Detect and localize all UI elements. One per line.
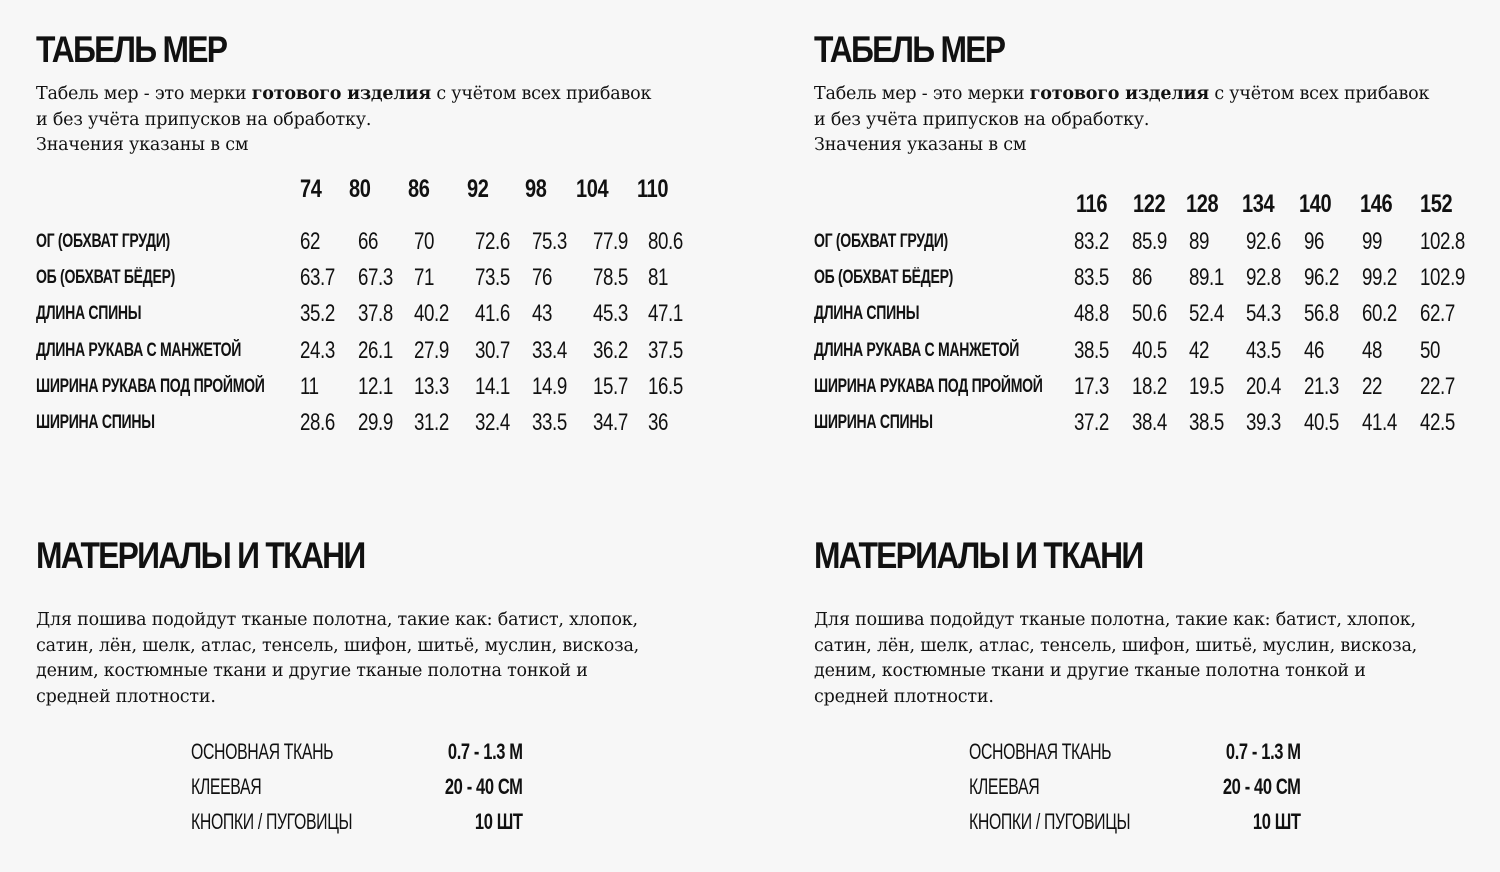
materials-line: сатин, лён, шелк, атлас, тенсель, шифон, шитьё, муслин, вискоза, bbox=[36, 635, 640, 656]
material-row bbox=[191, 772, 591, 802]
measure-value: 96 bbox=[1304, 228, 1325, 255]
measure-value: 72.6 bbox=[475, 228, 510, 255]
material-label: ОСНОВНАЯ ТКАНЬ bbox=[191, 739, 334, 764]
measure-value: 37.5 bbox=[648, 337, 683, 364]
size-header-cell: 98 bbox=[525, 175, 547, 203]
measure-row bbox=[36, 336, 756, 366]
measure-row bbox=[36, 263, 756, 293]
measure-value: 70 bbox=[414, 228, 435, 255]
materials-title: МАТЕРИАЛЫ И ТКАНИ bbox=[36, 535, 365, 576]
measure-value: 89.1 bbox=[1189, 264, 1224, 291]
measure-value: 37.8 bbox=[358, 300, 393, 327]
materials-line: средней плотности. bbox=[36, 686, 216, 707]
measure-value: 14.9 bbox=[532, 373, 567, 400]
intro-line-2: и без учёта припусков на обработку. bbox=[814, 109, 1150, 130]
measure-value: 38.4 bbox=[1132, 409, 1167, 436]
measure-value: 41.4 bbox=[1362, 409, 1397, 436]
measure-label: ОБ (ОБХВАТ БЁДЕР) bbox=[814, 267, 954, 288]
measure-value: 99 bbox=[1362, 228, 1383, 255]
measure-value: 22.7 bbox=[1420, 373, 1455, 400]
measure-value: 48.8 bbox=[1074, 300, 1109, 327]
measure-value: 31.2 bbox=[414, 409, 449, 436]
size-header-cell: 116 bbox=[1076, 190, 1108, 218]
measure-value: 24.3 bbox=[300, 337, 335, 364]
size-header-cell: 104 bbox=[576, 175, 609, 203]
measure-value: 33.4 bbox=[532, 337, 567, 364]
measure-value: 12.1 bbox=[358, 373, 393, 400]
measure-value: 71 bbox=[414, 264, 435, 291]
measure-value: 63.7 bbox=[300, 264, 335, 291]
intro-bold-text: готового изделия bbox=[251, 84, 431, 104]
measure-value: 18.2 bbox=[1132, 373, 1167, 400]
materials-line: Для пошива подойдут тканые полотна, такие как: батист, хлопок, bbox=[814, 610, 1416, 630]
size-chart-title: ТАБЕЛЬ МЕР bbox=[36, 29, 227, 70]
materials-line: Для пошива подойдут тканые полотна, такие как: батист, хлопок, bbox=[36, 610, 638, 630]
measure-value: 40.2 bbox=[414, 300, 449, 327]
measure-value: 80.6 bbox=[648, 228, 683, 255]
size-header-cell: 92 bbox=[467, 175, 489, 203]
measure-value: 92.6 bbox=[1246, 228, 1281, 255]
measure-value: 85.9 bbox=[1132, 228, 1167, 255]
intro-text: с учётом всех прибавок bbox=[1208, 84, 1430, 104]
measure-value: 34.7 bbox=[593, 409, 628, 436]
measure-label: ШИРИНА СПИНЫ bbox=[36, 412, 155, 433]
measure-value: 22 bbox=[1362, 373, 1383, 400]
measure-value: 45.3 bbox=[593, 300, 628, 327]
measure-label: ДЛИНА СПИНЫ bbox=[814, 303, 920, 324]
measure-value: 42.5 bbox=[1420, 409, 1455, 436]
measure-label: ШИРИНА РУКАВА ПОД ПРОЙМОЙ bbox=[814, 376, 1043, 397]
measure-row bbox=[36, 299, 756, 329]
measure-value: 81 bbox=[648, 264, 669, 291]
material-amount: 0.7 - 1.3 М bbox=[448, 739, 523, 764]
measure-value: 16.5 bbox=[648, 373, 683, 400]
material-row bbox=[969, 772, 1369, 802]
measure-value: 33.5 bbox=[532, 409, 567, 436]
measure-value: 39.3 bbox=[1246, 409, 1281, 436]
intro-bold-text: готового изделия bbox=[1029, 84, 1209, 104]
measure-value: 83.2 bbox=[1074, 228, 1109, 255]
size-header-cell: 152 bbox=[1420, 190, 1453, 218]
measure-value: 99.2 bbox=[1362, 264, 1397, 291]
measure-value: 86 bbox=[1132, 264, 1153, 291]
size-header-cell: 122 bbox=[1133, 190, 1166, 218]
measure-value: 21.3 bbox=[1304, 373, 1339, 400]
measure-value: 92.8 bbox=[1246, 264, 1281, 291]
measure-row bbox=[814, 299, 1500, 329]
measure-value: 29.9 bbox=[358, 409, 393, 436]
size-header-row bbox=[36, 174, 756, 204]
measure-value: 43 bbox=[532, 300, 553, 327]
materials-description bbox=[814, 608, 1454, 710]
measure-value: 41.6 bbox=[475, 300, 510, 327]
intro-line-2: и без учёта припусков на обработку. bbox=[36, 109, 372, 130]
measure-value: 89 bbox=[1189, 228, 1210, 255]
intro-text: с учётом всех прибавок bbox=[430, 84, 652, 104]
measure-value: 36 bbox=[648, 409, 669, 436]
measure-value: 60.2 bbox=[1362, 300, 1397, 327]
measure-value: 102.8 bbox=[1420, 228, 1465, 255]
size-header-cell: 134 bbox=[1242, 190, 1275, 218]
measure-row bbox=[36, 227, 756, 257]
intro-text: Табель мер - это мерки bbox=[36, 84, 252, 104]
measure-row bbox=[814, 372, 1500, 402]
size-chart-intro bbox=[36, 82, 676, 159]
measure-value: 35.2 bbox=[300, 300, 335, 327]
measure-value: 46 bbox=[1304, 337, 1325, 364]
material-label: КНОПКИ / ПУГОВИЦЫ bbox=[969, 809, 1131, 834]
measure-value: 37.2 bbox=[1074, 409, 1109, 436]
measure-value: 43.5 bbox=[1246, 337, 1281, 364]
measure-value: 32.4 bbox=[475, 409, 510, 436]
measure-value: 96.2 bbox=[1304, 264, 1339, 291]
material-amount: 10 ШТ bbox=[475, 809, 523, 834]
measure-value: 38.5 bbox=[1189, 409, 1224, 436]
measure-label: ДЛИНА РУКАВА С МАНЖЕТОЙ bbox=[814, 340, 1020, 361]
measure-label: ДЛИНА СПИНЫ bbox=[36, 303, 142, 324]
measure-value: 83.5 bbox=[1074, 264, 1109, 291]
materials-line: деним, костюмные ткани и другие тканые полотна тонкой и bbox=[814, 661, 1366, 681]
size-header-cell: 128 bbox=[1186, 190, 1219, 218]
measure-value: 67.3 bbox=[358, 264, 393, 291]
material-row bbox=[191, 737, 591, 767]
measure-value: 15.7 bbox=[593, 373, 628, 400]
measure-value: 66 bbox=[358, 228, 379, 255]
material-amount: 20 - 40 СМ bbox=[445, 774, 523, 799]
material-row bbox=[969, 807, 1369, 837]
measure-value: 48 bbox=[1362, 337, 1383, 364]
materials-description bbox=[36, 608, 676, 710]
measure-value: 40.5 bbox=[1304, 409, 1339, 436]
material-row bbox=[191, 807, 591, 837]
measure-value: 27.9 bbox=[414, 337, 449, 364]
material-amount: 20 - 40 СМ bbox=[1223, 774, 1301, 799]
measure-value: 73.5 bbox=[475, 264, 510, 291]
measure-value: 56.8 bbox=[1304, 300, 1339, 327]
size-header-cell: 140 bbox=[1299, 190, 1332, 218]
measure-label: ОБ (ОБХВАТ БЁДЕР) bbox=[36, 267, 176, 288]
measure-value: 36.2 bbox=[593, 337, 628, 364]
measure-value: 14.1 bbox=[475, 373, 510, 400]
measure-value: 62.7 bbox=[1420, 300, 1455, 327]
measure-value: 30.7 bbox=[475, 337, 510, 364]
material-row bbox=[969, 737, 1369, 767]
material-label: КЛЕЕВАЯ bbox=[191, 774, 262, 799]
size-chart-panel-right bbox=[814, 0, 1500, 872]
measure-value: 42 bbox=[1189, 337, 1210, 364]
measure-value: 76 bbox=[532, 264, 553, 291]
measure-row bbox=[36, 408, 756, 438]
measure-value: 28.6 bbox=[300, 409, 335, 436]
size-chart-title: ТАБЕЛЬ МЕР bbox=[814, 29, 1005, 70]
measure-value: 62 bbox=[300, 228, 321, 255]
material-amount: 0.7 - 1.3 М bbox=[1226, 739, 1301, 764]
measure-value: 50 bbox=[1420, 337, 1441, 364]
material-label: КНОПКИ / ПУГОВИЦЫ bbox=[191, 809, 353, 834]
measure-value: 52.4 bbox=[1189, 300, 1224, 327]
size-header-cell: 110 bbox=[637, 175, 669, 203]
measure-row bbox=[36, 372, 756, 402]
measure-row bbox=[814, 336, 1500, 366]
intro-text: Табель мер - это мерки bbox=[814, 84, 1030, 104]
size-chart-intro bbox=[814, 82, 1454, 159]
intro-line-1 bbox=[814, 82, 1454, 108]
size-chart-panel-left bbox=[36, 0, 776, 872]
measure-value: 54.3 bbox=[1246, 300, 1281, 327]
measure-label: ДЛИНА РУКАВА С МАНЖЕТОЙ bbox=[36, 340, 242, 361]
measure-row bbox=[814, 263, 1500, 293]
measure-label: ШИРИНА РУКАВА ПОД ПРОЙМОЙ bbox=[36, 376, 265, 397]
size-header-cell: 146 bbox=[1360, 190, 1393, 218]
measure-value: 47.1 bbox=[648, 300, 683, 327]
size-header-cell: 74 bbox=[300, 175, 322, 203]
materials-line: средней плотности. bbox=[814, 686, 994, 707]
measure-value: 17.3 bbox=[1074, 373, 1109, 400]
measure-value: 77.9 bbox=[593, 228, 628, 255]
measure-label: ОГ (ОБХВАТ ГРУДИ) bbox=[36, 231, 170, 252]
material-amount: 10 ШТ bbox=[1253, 809, 1301, 834]
measure-value: 75.3 bbox=[532, 228, 567, 255]
intro-line-3: Значения указаны в см bbox=[814, 135, 1027, 155]
measure-value: 20.4 bbox=[1246, 373, 1281, 400]
measure-value: 11 bbox=[300, 373, 319, 400]
intro-line-1 bbox=[36, 82, 676, 108]
size-header-row bbox=[814, 189, 1500, 219]
measure-value: 78.5 bbox=[593, 264, 628, 291]
measure-row bbox=[814, 408, 1500, 438]
measure-label: ОГ (ОБХВАТ ГРУДИ) bbox=[814, 231, 948, 252]
materials-line: деним, костюмные ткани и другие тканые полотна тонкой и bbox=[36, 661, 588, 681]
materials-title: МАТЕРИАЛЫ И ТКАНИ bbox=[814, 535, 1143, 576]
measure-value: 13.3 bbox=[414, 373, 449, 400]
material-label: КЛЕЕВАЯ bbox=[969, 774, 1040, 799]
size-header-cell: 86 bbox=[408, 175, 430, 203]
materials-line: сатин, лён, шелк, атлас, тенсель, шифон, шитьё, муслин, вискоза, bbox=[814, 635, 1418, 656]
measure-value: 40.5 bbox=[1132, 337, 1167, 364]
measure-label: ШИРИНА СПИНЫ bbox=[814, 412, 933, 433]
measure-row bbox=[814, 227, 1500, 257]
measure-value: 38.5 bbox=[1074, 337, 1109, 364]
measure-value: 19.5 bbox=[1189, 373, 1224, 400]
material-label: ОСНОВНАЯ ТКАНЬ bbox=[969, 739, 1112, 764]
intro-line-3: Значения указаны в см bbox=[36, 135, 249, 155]
measure-value: 26.1 bbox=[358, 337, 393, 364]
size-header-cell: 80 bbox=[349, 175, 371, 203]
measure-value: 50.6 bbox=[1132, 300, 1167, 327]
measure-value: 102.9 bbox=[1420, 264, 1465, 291]
